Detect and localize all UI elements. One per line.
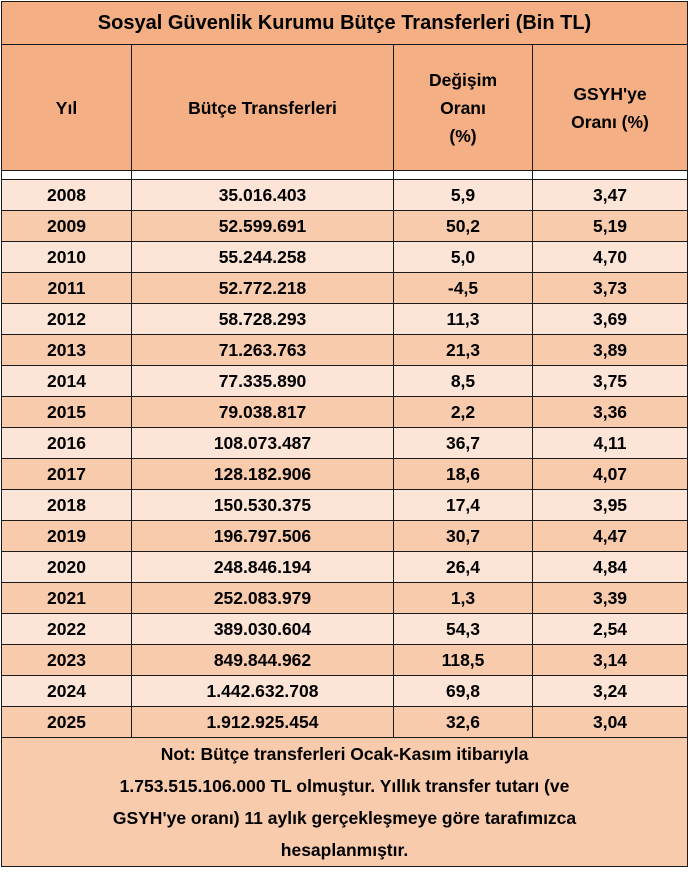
cell-year: 2011 [2,273,132,304]
cell-budget-transfer: 248.846.194 [132,552,394,583]
header-change-rate-line-2: Oranı [440,97,486,118]
footnote-line: hesaplanmıştır. [280,840,409,860]
table-row [2,428,688,459]
cell-budget-transfer: 52.772.218 [132,273,394,304]
cell-change-rate: 18,6 [394,459,533,490]
cell-budget-transfer: 55.244.258 [132,242,394,273]
cell-gdp-ratio: 4,70 [533,242,688,273]
footnote-line: 1.753.515.106.000 TL olmuştur. Yıllık transfer tutarı (ve [119,776,570,796]
header-budget-transfers [132,45,394,171]
table-row [2,490,688,521]
cell-budget-transfer: 35.016.403 [132,180,394,211]
cell-change-rate: 1,3 [394,583,533,614]
cell-change-rate: 5,9 [394,180,533,211]
cell-change-rate: 36,7 [394,428,533,459]
cell-gdp-ratio: 3,39 [533,583,688,614]
spacer-row [2,171,688,180]
header-change-rate [394,45,533,171]
cell-gdp-ratio: 2,54 [533,614,688,645]
cell-budget-transfer: 1.442.632.708 [132,676,394,707]
cell-change-rate: 26,4 [394,552,533,583]
cell-year: 2013 [2,335,132,366]
cell-gdp-ratio: 3,47 [533,180,688,211]
cell-change-rate: 8,5 [394,366,533,397]
cell-budget-transfer: 71.263.763 [132,335,394,366]
cell-change-rate: 50,2 [394,211,533,242]
header-gdp-ratio [533,45,688,171]
cell-budget-transfer: 77.335.890 [132,366,394,397]
cell-budget-transfer: 52.599.691 [132,211,394,242]
title-row [2,2,688,45]
table-row [2,459,688,490]
cell-gdp-ratio: 5,19 [533,211,688,242]
header-gdp-ratio-line-1: GSYH'ye [573,83,647,104]
footnote-line: GSYH'ye oranı) 11 aylık gerçekleşmeye göre tarafımızca [112,808,577,828]
spacer-cell [533,171,688,180]
cell-budget-transfer: 849.844.962 [132,645,394,676]
cell-year: 2010 [2,242,132,273]
table-row [2,521,688,552]
cell-budget-transfer: 150.530.375 [132,490,394,521]
cell-budget-transfer: 252.083.979 [132,583,394,614]
header-change-rate-line-1: Değişim [428,69,498,90]
footnote [2,738,688,867]
header-year-line: Yıl [55,97,78,118]
cell-year: 2015 [2,397,132,428]
cell-gdp-ratio: 3,24 [533,676,688,707]
cell-gdp-ratio: 3,95 [533,490,688,521]
cell-change-rate: 54,3 [394,614,533,645]
table-row [2,552,688,583]
cell-change-rate: 69,8 [394,676,533,707]
cell-change-rate: 30,7 [394,521,533,552]
table-row [2,583,688,614]
cell-gdp-ratio: 4,11 [533,428,688,459]
table-body [2,2,688,867]
spacer-cell [394,171,533,180]
cell-year: 2020 [2,552,132,583]
cell-year: 2021 [2,583,132,614]
cell-change-rate: -4,5 [394,273,533,304]
table-row [2,397,688,428]
cell-budget-transfer: 108.073.487 [132,428,394,459]
cell-gdp-ratio: 4,47 [533,521,688,552]
cell-year: 2023 [2,645,132,676]
cell-gdp-ratio: 3,36 [533,397,688,428]
header-gdp-ratio-line-2: Oranı (%) [571,111,649,132]
cell-gdp-ratio: 3,73 [533,273,688,304]
cell-budget-transfer: 58.728.293 [132,304,394,335]
cell-year: 2017 [2,459,132,490]
cell-budget-transfer: 128.182.906 [132,459,394,490]
cell-year: 2022 [2,614,132,645]
table-row [2,366,688,397]
cell-change-rate: 118,5 [394,645,533,676]
spacer-cell [132,171,394,180]
cell-budget-transfer: 1.912.925.454 [132,707,394,738]
cell-year: 2012 [2,304,132,335]
cell-budget-transfer: 79.038.817 [132,397,394,428]
cell-gdp-ratio: 4,07 [533,459,688,490]
table-title: Sosyal Güvenlik Kurumu Bütçe Transferleri (Bin TL) [2,2,688,45]
sgk-budget-table [1,1,688,867]
cell-gdp-ratio: 3,89 [533,335,688,366]
table-row [2,211,688,242]
cell-gdp-ratio: 3,75 [533,366,688,397]
header-change-rate-line-3: (%) [449,125,477,146]
cell-gdp-ratio: 4,84 [533,552,688,583]
cell-change-rate: 11,3 [394,304,533,335]
header-budget-transfers-line: Bütçe Transferleri [188,97,337,118]
cell-gdp-ratio: 3,14 [533,645,688,676]
table-row [2,273,688,304]
table-row [2,707,688,738]
table-row [2,676,688,707]
table-row [2,242,688,273]
footnote-line: Not: Bütçe transferleri Ocak-Kasım itibarıyla [160,744,529,764]
cell-change-rate: 21,3 [394,335,533,366]
table-row [2,180,688,211]
cell-year: 2009 [2,211,132,242]
cell-gdp-ratio: 3,04 [533,707,688,738]
cell-year: 2008 [2,180,132,211]
cell-change-rate: 5,0 [394,242,533,273]
cell-budget-transfer: 196.797.506 [132,521,394,552]
cell-year: 2018 [2,490,132,521]
spacer-cell [2,171,132,180]
cell-year: 2024 [2,676,132,707]
cell-year: 2019 [2,521,132,552]
cell-year: 2025 [2,707,132,738]
cell-year: 2014 [2,366,132,397]
table-row [2,645,688,676]
cell-budget-transfer: 389.030.604 [132,614,394,645]
cell-change-rate: 2,2 [394,397,533,428]
cell-year: 2016 [2,428,132,459]
header-year [2,45,132,171]
cell-change-rate: 32,6 [394,707,533,738]
table-row [2,614,688,645]
cell-change-rate: 17,4 [394,490,533,521]
cell-gdp-ratio: 3,69 [533,304,688,335]
header-row [2,45,688,171]
note-row [2,738,688,867]
table-row [2,335,688,366]
table-row [2,304,688,335]
